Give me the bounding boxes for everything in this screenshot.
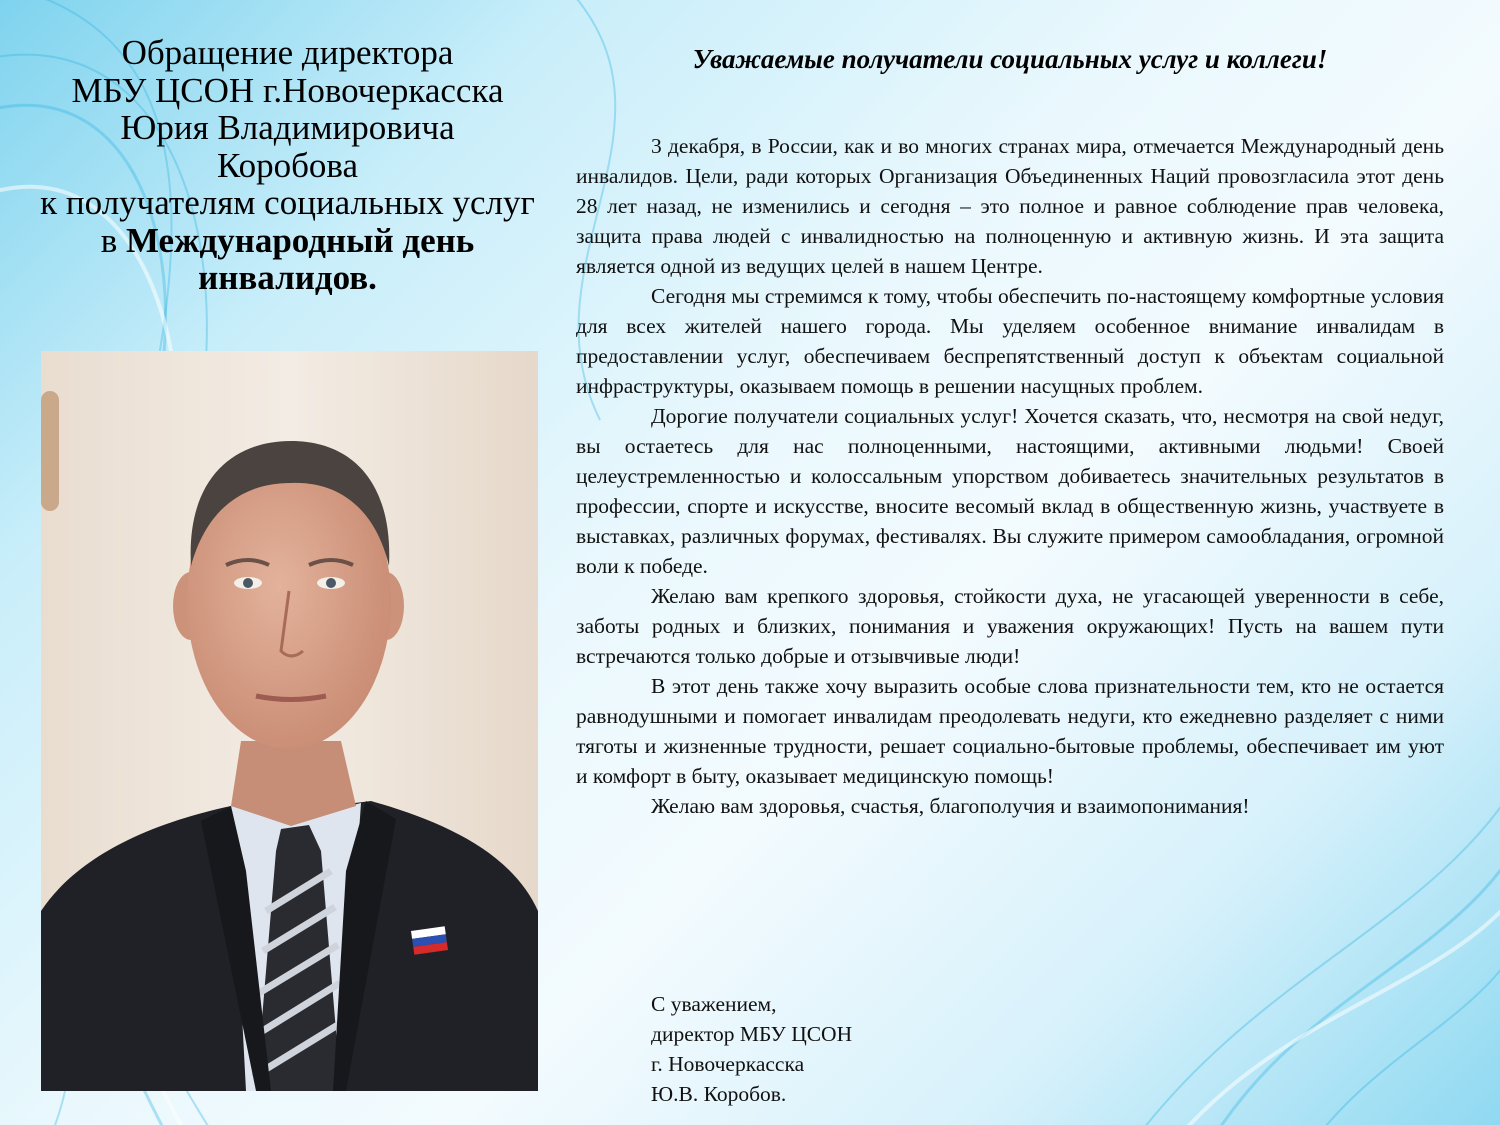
signature-line: Ю.В. Коробов. bbox=[651, 1082, 787, 1106]
greeting-title: Уважаемые получатели социальных услуг и коллеги! bbox=[692, 44, 1328, 74]
signature-block bbox=[651, 989, 852, 1109]
portrait-illustration bbox=[41, 351, 538, 1091]
heading-line bbox=[10, 222, 565, 260]
heading-line: МБУ ЦСОН г.Новочеркасска bbox=[71, 70, 504, 110]
paragraph: Желаю вам крепкого здоровья, стойкости духа, не угасающей уверенности в себе, заботы родных и близких, понимания и уважения окружающих! Пусть на вашем пути встречаются только добрые и отзывчивые люди! bbox=[576, 584, 1444, 668]
heading-line bbox=[10, 259, 565, 297]
paragraph: 3 декабря, в России, как и во многих странах мира, отмечается Международный день инвалидов. Цели, ради которых Организация Объединенных Наций провозгласила этот день 28 лет назад, не изменились и сегодня – это полное и равное соблюдение прав человека, защита права людей с инвалидностью на полноценную и активную жизнь. И эта защита является одной из ведущих целей в нашем Центре. bbox=[576, 134, 1444, 278]
heading-line: к получателям социальных услуг bbox=[40, 183, 535, 222]
heading-line: Обращение директора bbox=[121, 33, 454, 72]
heading-prefix: в bbox=[100, 220, 126, 260]
paragraph: Сегодня мы стремимся к тому, чтобы обеспечить по-настоящему комфортные условия для всех жителей нашего города. Мы уделяем особенное внимание инвалидам в предоставлении услуг, обеспечиваем беспрепятственный доступ к объектам социальной инфраструктуры, оказываем помощь в решении насущных проблем. bbox=[576, 284, 1444, 398]
heading-bold: инвалидов. bbox=[198, 258, 377, 297]
address-heading bbox=[10, 34, 565, 297]
signature-line: директор МБУ ЦСОН bbox=[651, 1022, 853, 1046]
signature-line: С уважением, bbox=[651, 992, 777, 1016]
paragraph: В этот день также хочу выразить особые слова признательности тем, кто не остается равнодушными и помогает инвалидам преодолевать недуги, кто ежедневно разделяет с ними тяготы и жизненные трудности, решает социально-бытовые проблемы, обеспечивает им уют и комфорт в быту, оказывает медицинскую помощь! bbox=[576, 674, 1444, 788]
paragraph: Дорогие получатели социальных услуг! Хочется сказать, что, несмотря на свой недуг, вы остаетесь для нас полноценными, настоящими, активными людьми! Своей целеустремленностью и колоссальным упорством добиваетесь значительных результатов в профессии, спорте и искусстве, вносите весомый вклад в общественную жизнь, участвуете в выставках, различных форумах, фестивалях. Вы служите примером самообладания, огромной воли к победе. bbox=[576, 404, 1444, 578]
paragraph: Желаю вам здоровья, счастья, благополучия и взаимопонимания! bbox=[651, 794, 1250, 818]
heading-bold: Международный день bbox=[125, 220, 475, 260]
address-body bbox=[576, 131, 1444, 821]
director-photo bbox=[41, 351, 538, 1091]
signature-line: г. Новочеркасска bbox=[651, 1052, 805, 1076]
heading-line: Юрия Владимировича bbox=[120, 108, 455, 147]
heading-line: Коробова bbox=[216, 145, 358, 185]
